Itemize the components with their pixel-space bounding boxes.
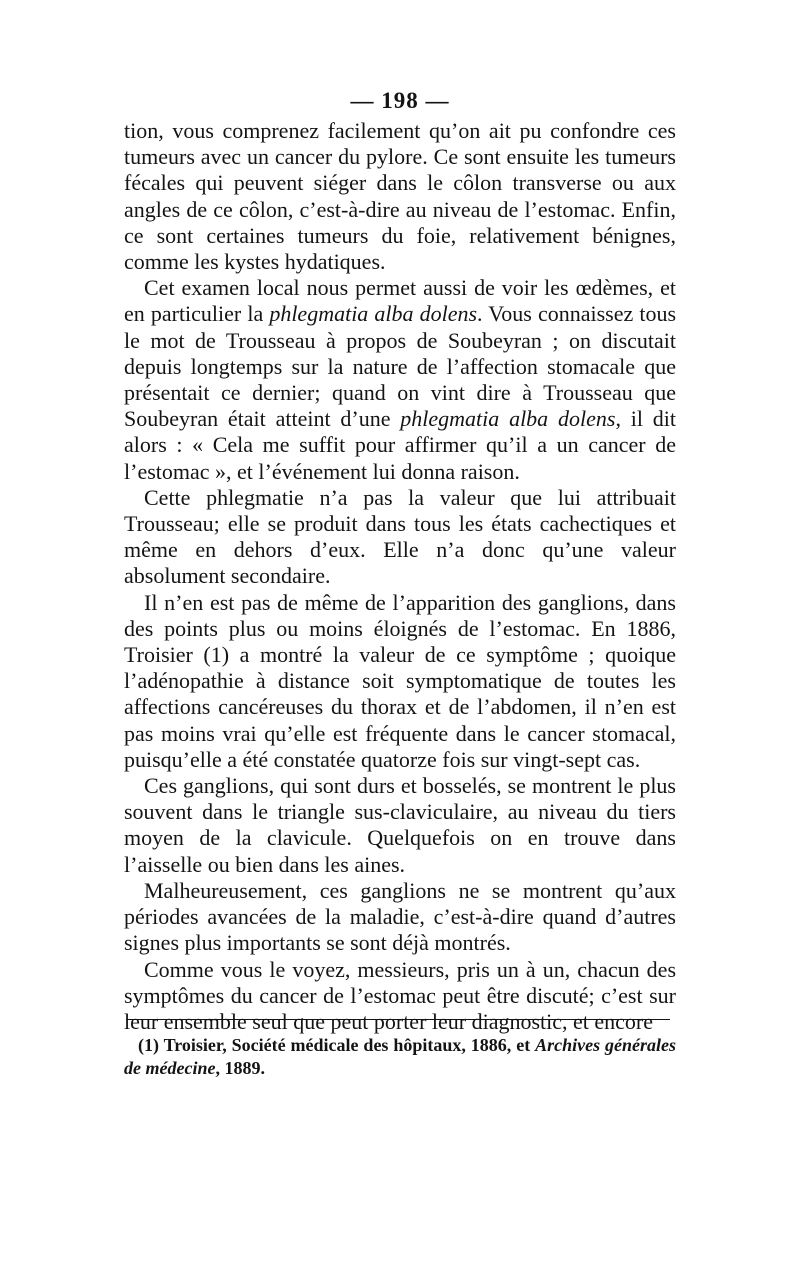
paragraph-7: Comme vous le voyez, messieurs, pris un à un, chacun des symptômes du cancer de l’estomac peut être discuté; c’est sur leur ensemble seul que peut porter leur diagnostic, et encore bbox=[124, 956, 676, 1034]
paragraph-2-text-b: . Vous connaissez tous le mot de Trousseau à propos de Soubeyran ; on discutait depuis longtemps sur la nature de l’affection stomacale que présentait ce dernier; quand on vint dire à Trousseau que Soubeyran était atteint d’une bbox=[124, 301, 676, 432]
footnote bbox=[124, 1034, 676, 1080]
paragraph-2-italic-1: phlegmatia alba dolens bbox=[269, 301, 478, 327]
paragraph-2-text-c: , il dit alors : « Cela me suffit pour affirmer qu’il a un cancer de l’estomac », et l’événement lui donna raison. bbox=[124, 406, 677, 484]
paragraph-2-text-a: Cet examen local nous permet aussi de voir les œdèmes, et en particulier la bbox=[124, 275, 676, 327]
paragraph-2 bbox=[124, 275, 676, 485]
paragraph-1: tion, vous comprenez facilement qu’on ait pu confondre ces tumeurs avec un cancer du pylore. Ce sont ensuite les tumeurs fécales qui peuvent siéger dans le côlon transverse ou aux angles de ce côlon, c’est-à-dire au niveau de l’estomac. Enfin, ce sont certaines tumeurs du foie, relativement bénignes, comme les kystes hydatiques. bbox=[124, 118, 676, 275]
paragraph-6: Malheureusement, ces ganglions ne se montrent qu’aux périodes avancées de la maladie, c’est-à-dire quand d’autres signes plus importants se sont déjà montrés. bbox=[124, 877, 676, 956]
body-text bbox=[124, 118, 676, 1035]
paragraph-3: Cette phlegmatie n’a pas la valeur que lui attribuait Trousseau; elle se produit dans tous les états cachectiques et même en dehors d’eux. Elle n’a donc qu’une valeur absolument secondaire. bbox=[124, 484, 676, 589]
paragraph-5: Ces ganglions, qui sont durs et bosselés, se montrent le plus souvent dans le triangle sus-claviculaire, au niveau du tiers moyen de la clavicule. Quelquefois on en trouve dans l’aisselle ou bien dans les aines. bbox=[124, 773, 676, 877]
footnote-divider bbox=[126, 1019, 670, 1020]
paragraph-2-italic-2: phlegmatia alba dolens bbox=[400, 406, 616, 432]
footnote-italic: Archives générales de médecine bbox=[124, 1035, 677, 1078]
footnote-text bbox=[124, 1034, 676, 1080]
page-number: — 198 — bbox=[350, 88, 450, 113]
footnote-text-a: (1) Troisier, Société médicale des hôpitaux, 1886, et bbox=[138, 1035, 536, 1055]
footnote-text-b: , 1889. bbox=[215, 1058, 265, 1078]
paragraph-4: Il n’en est pas de même de l’apparition des ganglions, dans des points plus ou moins éloignés de l’estomac. En 1886, Troisier (1) a montré la valeur de ce symptôme ; quoique l’adénopathie à distance soit symptomatique de toutes les affections cancéreuses du thorax et de l’abdomen, il n’en est pas moins vrai qu’elle est fréquente dans le cancer stomacal, puisqu’elle a été constatée quatorze fois sur vingt-sept cas. bbox=[124, 589, 676, 772]
